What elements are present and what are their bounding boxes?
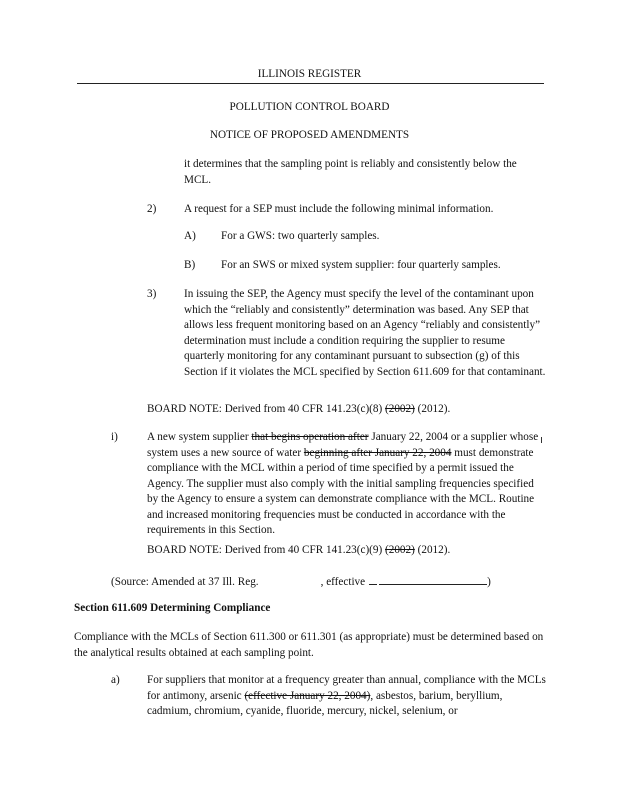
header-rule — [77, 83, 544, 84]
board-note-1-deleted: (2002) — [385, 403, 415, 415]
item-2-label: 2) — [147, 203, 157, 215]
item-a-part1: For suppliers that monitor at a frequency greater than annual, compliance with the MCLs for antimony, arsenic — [147, 674, 546, 702]
notice-title: NOTICE OF PROPOSED AMENDMENTS — [209, 129, 410, 141]
source-blank-long — [379, 572, 487, 585]
board-note-2 — [147, 543, 546, 559]
board-note-1 — [147, 402, 546, 418]
board-note-1-year: (2012). — [417, 403, 451, 415]
item-i-deleted-2: beginning after January 22, 2004 — [303, 446, 452, 459]
continuation-paragraph: it determines that the sampling point is reliably and consistently below the MCL. — [184, 158, 517, 186]
item-i-part2: January 22, 2004 or a supplier whose system uses a new source of water — [147, 431, 539, 459]
item-2b-text: For an SWS or mixed system supplier: four quarterly samples. — [221, 259, 501, 271]
item-a-label: a) — [111, 674, 120, 686]
item-2-text: A request for a SEP must include the following minimal information. — [184, 203, 494, 215]
item-2b-label: B) — [184, 259, 196, 271]
source-suffix: ) — [487, 576, 491, 588]
item-2a-text: For a GWS: two quarterly samples. — [221, 230, 380, 242]
register-title: ILLINOIS REGISTER — [257, 68, 362, 80]
source-prefix: (Source: Amended at 37 Ill. Reg. — [111, 576, 259, 588]
board-note-1-text: BOARD NOTE: Derived from 40 CFR 141.23(c)(8) — [147, 403, 383, 415]
board-note-2-deleted: (2002) — [385, 544, 415, 556]
item-3-label: 3) — [147, 288, 157, 300]
item-a-part2: , asbestos, barium, beryllium, cadmium, chromium, cyanide, fluoride, mercury, nickel, selenium, or — [147, 689, 503, 717]
item-a-deleted: (effective January 22, 2004) — [244, 689, 371, 702]
item-a-text — [147, 673, 546, 720]
board-note-2-text: BOARD NOTE: Derived from 40 CFR 141.23(c)(9) — [147, 544, 383, 556]
item-i-deleted-1: that begins operation after — [251, 431, 369, 443]
item-i-text — [147, 430, 546, 539]
source-blank-short — [369, 572, 377, 585]
item-i-part1: A new system supplier — [147, 431, 249, 443]
source-effective: , effective — [320, 576, 366, 588]
source-line — [111, 572, 546, 591]
item-i-part3: must demonstrate compliance with the MCL within a period of time specified by a permit issued the Agency. The supplier must also comply with the initial sampling frequencies specified by the Agency to ensure a system can demonstrate compliance with the MCL. Routine and increased monitoring frequencies must be conducted in accordance with the requirements in this Section. — [147, 446, 535, 536]
item-3-text: In issuing the SEP, the Agency must specify the level of the contaminant upon which the “reliably and consistently” determination was based. Any SEP that allows less frequent monitoring based on an Agency “reliably and consistently” determination must include a condition requiring the supplier to resume quarterly monitoring for any contaminant pursuant to subsection (g) of this Section if it violates the MCL specified by Section 611.609 for that contaminant. — [184, 288, 546, 378]
item-i-label: i) — [111, 431, 118, 443]
item-2a-label: A) — [184, 230, 196, 242]
section-intro: Compliance with the MCLs of Section 611.300 or 611.301 (as appropriate) must be determined based on the analytical results obtained at each sampling point. — [74, 631, 544, 659]
board-title: POLLUTION CONTROL BOARD — [229, 101, 390, 113]
section-heading: Section 611.609 Determining Compliance — [74, 602, 271, 614]
board-note-2-year: (2012). — [417, 544, 451, 556]
